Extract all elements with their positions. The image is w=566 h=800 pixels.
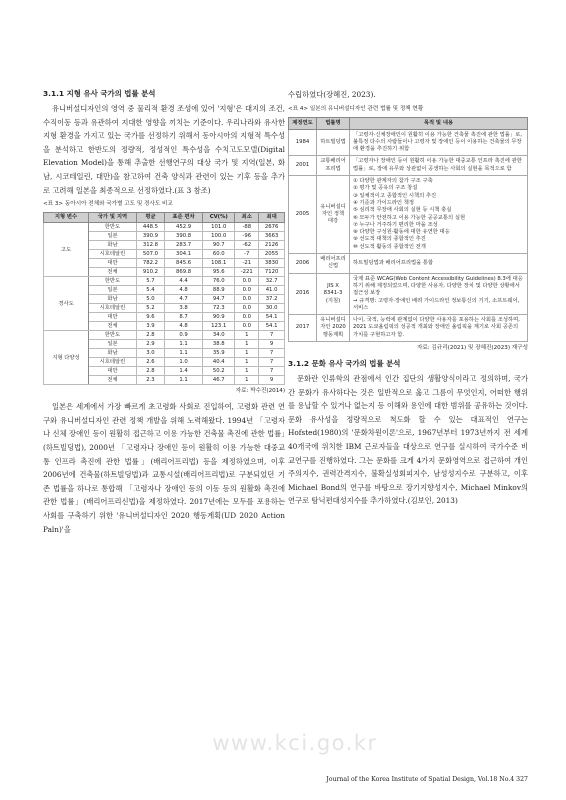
- table-cell: 대만: [89, 259, 137, 268]
- table-cell: 0.9: [165, 331, 203, 340]
- table-cell: 9.6: [136, 313, 164, 322]
- table-cell: 782.2: [136, 259, 164, 268]
- table-cell: 화남: [89, 349, 137, 358]
- table-3-header-cell: CV(%): [203, 213, 235, 223]
- table-3-source: 자료: 박수진(2014): [235, 388, 285, 395]
- table-cell: 1: [235, 331, 259, 340]
- table-cell: 76.0: [203, 277, 235, 286]
- table-cell: 54.1: [259, 313, 285, 322]
- table-row: [289, 254, 528, 274]
- table-cell: 2.8: [136, 367, 164, 376]
- table-4-header-row: [289, 117, 528, 129]
- table-4-content-cell: 국제 표준 WCAG(Web Content Accessibility Guidelines) 8.3에 대응하기 위해 제정되었으며, 다양한 사용자, 다양한 장치 및 다양한 상황에서 접근성 보장 → 규격명: 고령자·장애인 배려 가이드라인 정보통신의 기기, 소프트웨어, 서비스: [350, 273, 528, 314]
- table-cell: 4.7: [165, 295, 203, 304]
- table-cell: 0.0: [235, 277, 259, 286]
- table-3-header-cell: 표준 편차: [165, 213, 203, 223]
- table-4-content-cell: 하트빌딩법과 배리어프리법을 통합: [350, 254, 528, 274]
- table-cell: 전체: [89, 268, 137, 277]
- table-cell: 4.4: [165, 277, 203, 286]
- table-cell: 전체: [89, 322, 137, 331]
- table-cell: 5.4: [136, 286, 164, 295]
- table-4-year-cell: 2001: [289, 156, 317, 176]
- table-cell: 전체: [89, 376, 137, 385]
- table-cell: 화남: [89, 241, 137, 250]
- table-cell: 3.0: [136, 349, 164, 358]
- table-cell: 5.2: [136, 304, 164, 313]
- table-3-caption: <표 3> 동아시아 전체와 국가별 고도 및 경사도 비교: [43, 201, 173, 208]
- table-cell: 0.0: [235, 286, 259, 295]
- table-cell: 90.7: [203, 241, 235, 250]
- table-cell: 1.1: [165, 376, 203, 385]
- table-3-header-cell: 최대: [259, 213, 285, 223]
- table-cell: 34.0: [203, 331, 235, 340]
- table-4-content-cell: ① 다양한 관계자의 참가 구조 구축 ② 평가 및 공유의 구조 창설 ③ 일체적이고 종합적인 시책의 추진 ④ 기준과 가이드라인 책정 ⑤ 심리적 무장애 사회의 실현 등 시책 충실 ⑥ 모두가 안전하고 이용 가능한 공공교통의 실현 ⑦ 누구나 거주하기 편리한 마을 조성 ⑧ 다양한 구성원·활동에 대한 유연한 대응 ⑨ 선도적 대책의 종합적인 추진 ⑩ 선도적 활동의 종합적인 전개: [350, 176, 528, 254]
- table-cell: 95.6: [203, 268, 235, 277]
- page-footer: Journal of the Korea Institute of Spatial Design, Vol.18 No.4 327: [326, 776, 528, 783]
- table-cell: 시호테알린: [89, 304, 137, 313]
- table-4-year-cell: 2016: [289, 273, 317, 314]
- table-cell: 448.5: [136, 223, 164, 232]
- table-cell: 390.8: [165, 232, 203, 241]
- table-cell: 2.3: [136, 376, 164, 385]
- table-cell: 2126: [259, 241, 285, 250]
- table-cell: 5.7: [136, 277, 164, 286]
- table-cell: 2.8: [136, 331, 164, 340]
- table-cell: 0.0: [235, 322, 259, 331]
- table-cell: 1: [235, 367, 259, 376]
- watermark: www.kci.go.kr: [212, 731, 378, 755]
- table-row: [289, 315, 528, 342]
- table-cell: 1.0: [165, 358, 203, 367]
- table-cell: 9: [259, 340, 285, 349]
- table-cell: 50.2: [203, 367, 235, 376]
- section-heading-3-1-1: 3.1.1 지형 유사 국가의 법률 분석: [43, 89, 156, 98]
- table-cell: 일본: [89, 286, 137, 295]
- table-4-header-cell: 제정연도: [289, 117, 317, 129]
- table-cell: 3.9: [136, 322, 164, 331]
- table-cell: 1.1: [165, 340, 203, 349]
- table-3: [43, 212, 285, 385]
- table-cell: 0.0: [235, 313, 259, 322]
- table-4-content-cell: 나이, 국적, 능력에 관계없이 다양한 사용자를 포용하는 사회를 조성하며, 2021 도쿄올림픽의 성공적 개최와 장애인 올림픽을 계기로 사회 공존의 가치를 구현하고자 함.: [350, 315, 528, 342]
- paragraph-japan: 일본은 세계에서 가장 빠르게 초고령화 사회로 진입하여, 고령화 관련 연구와 유니버설디자인 관련 정책 개발을 위해 노력해왔다. 1994년 「고령자나 신체 장애인 등이 원활히 접근하고 이용 가능한 건축물 촉진에 관한 법률」(하트빌딩법), 2000년 「고령자나 장애인 등이 원활히 이용 가능한 대중교통 인프라 촉진에 관한 법률」(배리어프리법) 등을 제정하였으며, 이후 2006년에 건축물(하트빌딩법)과 교통시설(배리어프리법)로 구분되었던 기존 법률을 하나로 통합해 「고령자나 장애인 등의 이동 등의 원활화 촉진에 관한 법률」(배리어프리신법)을 제정하였다. 2017년에는 모두를 포용하는 사회를 구축하기 위한 '유니버설디자인 2020 행동계획(UD 2020 Action Paln)'을: [43, 402, 285, 534]
- table-cell: 3.8: [165, 304, 203, 313]
- table-cell: 507.0: [136, 250, 164, 259]
- table-cell: 한반도: [89, 223, 137, 232]
- table-cell: 대만: [89, 313, 137, 322]
- table-cell: 390.9: [136, 232, 164, 241]
- table-cell: 40.4: [203, 358, 235, 367]
- table-cell: 2055: [259, 250, 285, 259]
- table-cell: 2676: [259, 223, 285, 232]
- table-4-year-cell: 2006: [289, 254, 317, 274]
- table-cell: 1: [235, 358, 259, 367]
- table-cell: -21: [235, 259, 259, 268]
- table-4-content-cell: 「고령자·신체장애인이 원활히 이용 가능한 건축물 촉진에 관한 법률」로, 불특정 다수의 사람들이나 고령자 및 장애인 등이 이용하는 건축물의 무장애 환경을 추진하기 위함: [350, 129, 528, 156]
- table-4-year-cell: 2005: [289, 176, 317, 254]
- table-4-law-cell: JIS X 8341-3 (지침): [317, 273, 350, 314]
- table-cell: 7120: [259, 268, 285, 277]
- table-cell: 일본: [89, 340, 137, 349]
- table-3-header-row: [44, 213, 285, 223]
- table-cell: 1.4: [165, 367, 203, 376]
- table-cell: 일본: [89, 232, 137, 241]
- table-cell: 46.7: [203, 376, 235, 385]
- table-cell: 32.7: [259, 277, 285, 286]
- table-cell: 7: [259, 358, 285, 367]
- table-4-caption: <표 4> 일본의 유니버설디자인 관련 법률 및 정책 현황: [288, 105, 424, 112]
- table-4-law-cell: 하트빌딩법: [317, 129, 350, 156]
- table-row: [44, 331, 285, 340]
- table-cell: 312.8: [136, 241, 164, 250]
- right-column: [288, 88, 528, 508]
- table-row: [289, 129, 528, 156]
- table-cell: 88.9: [203, 286, 235, 295]
- table-cell: 0.0: [235, 295, 259, 304]
- table-cell: 452.9: [165, 223, 203, 232]
- table-cell: 3830: [259, 259, 285, 268]
- table-cell: 72.3: [203, 304, 235, 313]
- table-cell: 화남: [89, 295, 137, 304]
- table-cell: -221: [235, 268, 259, 277]
- table-cell: 대만: [89, 367, 137, 376]
- table-cell: 60.0: [203, 250, 235, 259]
- table-4-header-cell: 목적 및 내용: [350, 117, 528, 129]
- table-cell: 1: [235, 340, 259, 349]
- table-3-group-label: 경사도: [44, 277, 89, 331]
- table-cell: 2.6: [136, 358, 164, 367]
- table-cell: 4.8: [165, 322, 203, 331]
- table-4-law-cell: 유니버설디자인 2020 행동계획: [317, 315, 350, 342]
- table-4-year-cell: 1984: [289, 129, 317, 156]
- table-cell: 54.1: [259, 322, 285, 331]
- table-cell: -96: [235, 232, 259, 241]
- table-cell: 7: [259, 331, 285, 340]
- table-3-header-cell: 평균: [136, 213, 164, 223]
- table-cell: 869.8: [165, 268, 203, 277]
- table-4: [288, 117, 528, 342]
- table-3-header-cell: 최소: [235, 213, 259, 223]
- table-3-header-cell: 지형 변수: [44, 213, 89, 223]
- table-4-content-cell: 「고령자나 장애인 등이 원활히 이용 가능한 대중교통 인프라 촉진에 관한 법률」로, 장애 유무와 상관없이 공생하는 사회의 실현을 목적으로 함: [350, 156, 528, 176]
- table-4-source: 자료: 김규리(2021) 및 장혜진(2023) 재구성: [416, 345, 528, 352]
- table-4-law-cell: 교통배리어프리법: [317, 156, 350, 176]
- table-cell: 910.2: [136, 268, 164, 277]
- table-row: [44, 223, 285, 232]
- paragraph-continued: 수립하였다(장혜진, 2023).: [288, 90, 376, 99]
- table-row: [44, 277, 285, 286]
- table-cell: 한반도: [89, 331, 137, 340]
- table-cell: -7: [235, 250, 259, 259]
- table-cell: 3663: [259, 232, 285, 241]
- table-cell: 9: [259, 376, 285, 385]
- table-cell: 8.7: [165, 313, 203, 322]
- table-4-law-cell: 유니버설디자인 정책 대강: [317, 176, 350, 254]
- table-cell: 101.0: [203, 223, 235, 232]
- table-cell: 304.1: [165, 250, 203, 259]
- table-4-year-cell: 2017: [289, 315, 317, 342]
- table-cell: 38.8: [203, 340, 235, 349]
- table-cell: 30.0: [259, 304, 285, 313]
- table-3-header-cell: 국가 및 지역: [89, 213, 137, 223]
- table-cell: 283.7: [165, 241, 203, 250]
- table-cell: 5.0: [136, 295, 164, 304]
- table-cell: 108.1: [203, 259, 235, 268]
- table-cell: 7: [259, 367, 285, 376]
- table-cell: 90.9: [203, 313, 235, 322]
- table-cell: 35.9: [203, 349, 235, 358]
- table-cell: 845.6: [165, 259, 203, 268]
- table-cell: -88: [235, 223, 259, 232]
- table-cell: 1.1: [165, 349, 203, 358]
- table-4-header-cell: 법률명: [317, 117, 350, 129]
- table-cell: 7: [259, 349, 285, 358]
- table-row: [289, 176, 528, 254]
- table-cell: 2.9: [136, 340, 164, 349]
- section-heading-3-1-2: 3.1.2 문화 유사 국가의 법률 분석: [288, 359, 401, 369]
- table-cell: 시호테알린: [89, 250, 137, 259]
- table-cell: 100.0: [203, 232, 235, 241]
- table-cell: 41.0: [259, 286, 285, 295]
- table-row: [289, 273, 528, 314]
- table-cell: 123.1: [203, 322, 235, 331]
- table-cell: -62: [235, 241, 259, 250]
- table-3-group-label: 지형 다양성: [44, 331, 89, 385]
- table-cell: 94.7: [203, 295, 235, 304]
- table-3-group-label: 고도: [44, 223, 89, 277]
- table-cell: 한반도: [89, 277, 137, 286]
- table-cell: 시호테알린: [89, 358, 137, 367]
- paragraph-culture: 문화란 인류학의 관점에서 인간 집단의 생활양식이라고 정의하며, 국가 간 문화가 유사하다는 것은 일반적으로 옳고 그름이 무엇인지, 어떠한 행위를 용납할 수 있거나 없는지 등 이해와 용인에 대한 범위를 공유하는 것이다. 문화 유사성을 정량적으로 척도화 할 수 있는 대표적인 연구는 Hofsted(1980)의 '문화차원이론'으로, 1967년부터 1973년까지 전 세계 40개국에 위치한 IBM 근로자들을 대상으로 연구를 실시하여 국가수준 비교연구를 진행하였다. 그는 문화를 크게 4가지 문화영역으로 접근하여 개인주의지수, 권력간격지수, 불확실성회피지수, 남성성지수로 구분하고, 이후 Michael Bond의 연구를 바탕으로 장기지향성지수, Michael Minkov의 연구로 탐닉편대성지수를 추가하였다.(김보인, 2013): [288, 374, 528, 506]
- table-4-law-cell: 배리어프리신법: [317, 254, 350, 274]
- left-column: [43, 88, 285, 536]
- table-cell: 37.2: [259, 295, 285, 304]
- table-row: [289, 156, 528, 176]
- table-cell: 4.8: [165, 286, 203, 295]
- paragraph-terrain: 유니버설디자인의 영역 중 물리적 환경 조성에 있어 '지형'은 대지의 조건, 수직이동 등과 유관하여 지대한 영향을 끼치는 기준이다. 우리나라와 유사한 지형 환경을 가지고 있는 국가를 선정하기 위해서 동아시아의 지형적 특수성을 분석하고 한반도의 정량적, 정성적인 특수성을 수치고도모델(Digital Elevation Model)을 통해 추출한 선행연구의 대상 국가 및 지역(일본, 화남, 시코테일린, 대만)을 참고하여 건축 양식과 관련이 있는 기후 등을 추가로 고려해 일본을 최종적으로 선정하였다.(표 3 참조): [43, 104, 285, 195]
- table-cell: 0.0: [235, 304, 259, 313]
- table-cell: 1: [235, 349, 259, 358]
- table-cell: 1: [235, 376, 259, 385]
